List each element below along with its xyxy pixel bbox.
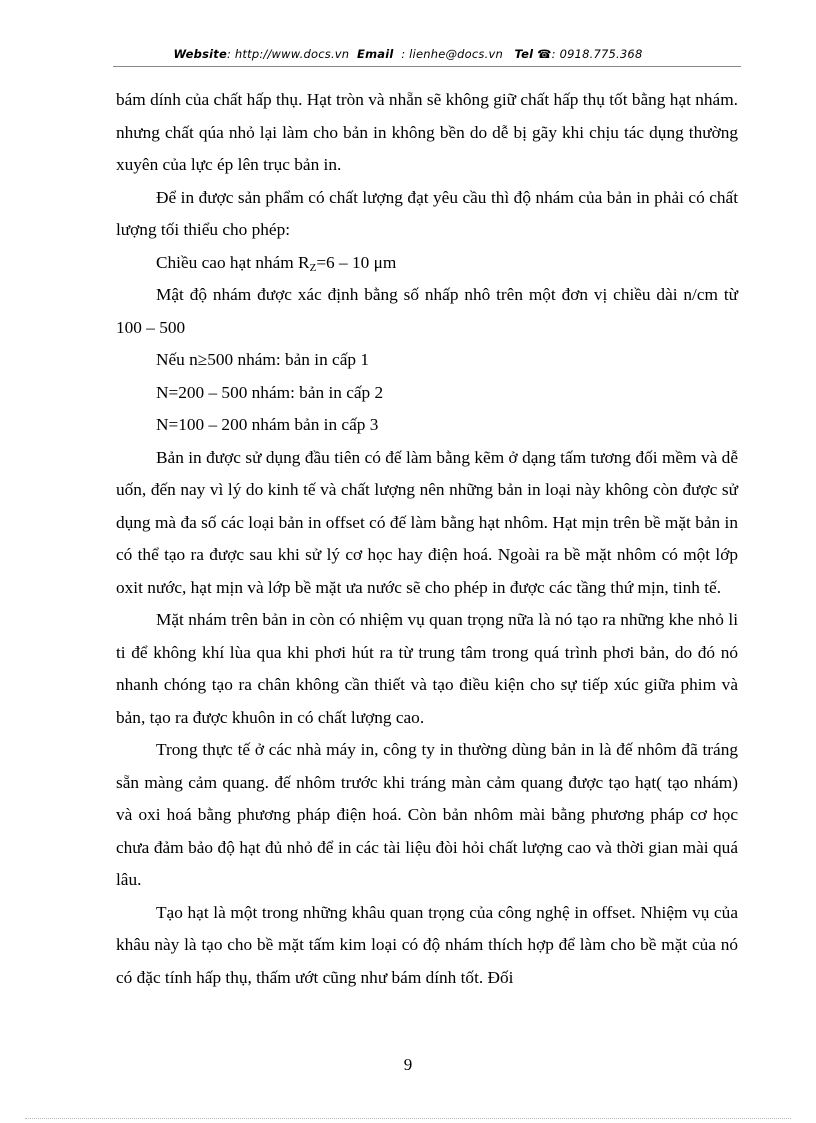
paragraph-1: bám dính của chất hấp thụ. Hạt tròn và nhẵn sẽ không giữ chất hấp thụ tốt bằng hạt nhám. nhưng chất qúa nhỏ lại làm cho bản in không bền do dễ bị gãy khi chịu tác dụng thường xuyên của lực ép lên trục bản in.	[116, 90, 738, 174]
grade-3-line: N=100 – 200 nhám bản in cấp 3	[156, 415, 379, 434]
paragraph-roughness-density: Mật độ nhám được xác định bằng số nhấp nhô trên một đơn vị chiều dài n/cm từ 100 – 500	[116, 285, 738, 337]
phone-icon: ☎	[537, 47, 552, 61]
paragraph-roughness-height: Chiều cao hạt nhám $R_Z=6 - 10$ μm	[156, 252, 397, 274]
website-url[interactable]: : http://www.docs.vn	[227, 47, 350, 61]
tel-label: Tel	[514, 47, 534, 61]
paragraph-8: Bản in được sử dụng đầu tiên có đế làm bằng kẽm ở dạng tấm tương đối mềm và dễ uốn, đến nay vì lý do kinh tế và chất lượng nên những bản in loại này không còn được sử dụng mà đa số các loại bản in offset có đế làm bằng hạt nhôm. Hạt mịn trên bề mặt bản in có thể tạo ra được sau khi sử lý cơ học hay điện hoá. Ngoài ra bề mặt nhôm có một lớp oxit nước, hạt mịn và lớp bề mặt ưa nước sẽ cho phép in được các tầng thứ mịn, tinh tế.	[116, 447, 738, 597]
page-bottom-border	[25, 1118, 791, 1119]
paragraph-10: Trong thực tế ở các nhà máy in, công ty in thường dùng bản in là đế nhôm đã tráng sẵn màng cảm quang. đế nhôm trước khi tráng màn cảm quang được tạo hạt( tạo nhám) và oxi hoá bằng phương pháp điện hoá. Còn bản nhôm mài bằng phương pháp cơ học chưa đảm bảo độ hạt đủ nhỏ để in các tài liệu đòi hỏi chất lượng cao và thời gian mài quá lâu.	[116, 740, 738, 889]
page-number: 9	[403, 1055, 413, 1074]
grade-1-line: Nếu n≥500 nhám: bản in cấp 1	[156, 350, 369, 369]
page-header	[0, 47, 816, 61]
website-label: Website	[173, 47, 227, 61]
grade-2-line: N=200 – 500 nhám: bản in cấp 2	[156, 382, 384, 402]
paragraph-2: Để in được sản phẩm có chất lượng đạt yêu cầu thì độ nhám của bản in phải có chất lượng tối thiểu cho phép:	[116, 187, 738, 239]
paragraph-11: Tạo hạt là một trong những khâu quan trọng của công nghệ in offset. Nhiệm vụ của khâu này là tạo cho bề mặt tấm kim loại có độ nhám thích hợp để làm cho bề mặt của nó có đặc tính hấp thụ, thấm ướt cũng như bám dính tốt. Đối	[116, 902, 738, 987]
paragraph-9: Mặt nhám trên bản in còn có nhiệm vụ quan trọng nữa là nó tạo ra những khe nhỏ li ti để không khí lùa qua khi phơi hút ra từ trung tâm trong quá trình phơi bản, do đó nó nhanh chóng tạo ra chân không cần thiết và tạo điều kiện cho sự tiếp xúc giữa phim và bản, tạo ra được khuôn in có chất lượng cao.	[116, 610, 738, 727]
tel-number: : 0918.775.368	[551, 47, 643, 61]
email-label: Email	[357, 47, 394, 61]
header-divider	[113, 66, 741, 67]
email-address[interactable]: : lienhe@docs.vn	[401, 47, 503, 61]
document-body	[116, 84, 738, 994]
